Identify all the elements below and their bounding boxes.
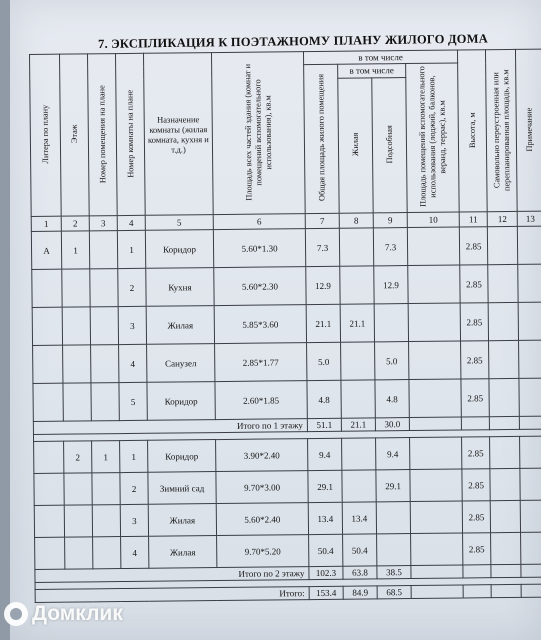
cell-purpose: Санузел — [147, 344, 215, 383]
cell-aux: 4.8 — [375, 380, 409, 418]
cell-note — [518, 264, 541, 302]
grand-total-label: Итого: — [35, 587, 309, 603]
cell-purpose: Жилая — [149, 536, 217, 569]
cell-note — [519, 378, 541, 416]
cell-total: 29.1 — [308, 470, 342, 502]
cell-purpose: Коридор — [147, 382, 215, 421]
cell-room: 4 — [121, 536, 149, 568]
cell-total: 12.9 — [306, 266, 340, 304]
header-total-living: Общая площадь жилого помещения — [304, 64, 340, 213]
cell-litera — [33, 345, 63, 383]
cell-floor — [63, 383, 91, 421]
cell-room: 2 — [118, 268, 146, 306]
col-num: 6 — [213, 214, 305, 230]
cell-floor — [64, 505, 92, 537]
cell-premise — [91, 383, 119, 421]
cell-height: 2.85 — [460, 265, 488, 303]
cell-aux-premises — [409, 379, 461, 418]
col-num: 11 — [459, 212, 487, 227]
col-num: 3 — [89, 216, 117, 231]
cell-aux: 12.9 — [374, 266, 408, 304]
cell-dims: 3.90*2.40 — [216, 439, 308, 472]
cell-room: 1 — [117, 230, 145, 268]
domclick-watermark — [4, 602, 123, 626]
cell-litera — [35, 537, 65, 569]
cell-dims: 9.70*5.20 — [217, 535, 309, 568]
header-note: Примечание — [516, 49, 541, 211]
cell-self-rebuilt — [487, 226, 517, 264]
grand-total-aux: 68.5 — [377, 586, 411, 599]
table-row — [31, 226, 541, 269]
cell-self-rebuilt — [489, 378, 519, 416]
cell-premise — [91, 345, 119, 383]
header-in-total-sub: в том числе — [338, 64, 406, 79]
cell-litera — [33, 383, 63, 421]
cell-aux-premises — [408, 303, 460, 342]
cell-total: 7.3 — [305, 228, 339, 266]
cell-note — [520, 436, 541, 468]
cell-dims: 5.60*2.40 — [216, 503, 308, 536]
cell-room: 5 — [119, 382, 147, 420]
cell-aux-premises — [408, 265, 460, 304]
cell-dims: 2.85*1.77 — [215, 343, 307, 382]
cell-aux-premises — [410, 469, 462, 502]
watermark-text: Домклик — [32, 602, 123, 625]
header-aux-premises: Площадь помещений вспомогательного использования (лоджий, балконов, веранд, террас), кв.м — [406, 63, 460, 213]
col-num: 5 — [145, 215, 213, 231]
cell-total: 5.0 — [307, 342, 341, 380]
floor1-total-living: 21.1 — [341, 418, 375, 431]
cell-aux: 29.1 — [376, 470, 410, 502]
floor1-total-label: Итого по 1 этажу — [33, 419, 307, 435]
cell-dims: 5.85*3.60 — [214, 305, 306, 344]
header-height: Высота, м — [458, 50, 488, 212]
cell-living — [341, 342, 375, 380]
table-row — [33, 340, 541, 383]
table-row — [32, 264, 541, 307]
document-title: 7. ЭКСПЛИКАЦИЯ К ПОЭТАЖНОМУ ПЛАНУ ЖИЛОГО ДОМА — [98, 31, 488, 51]
cell-litera — [32, 307, 62, 345]
cell-room: 2 — [120, 472, 148, 504]
cell-total: 50.4 — [309, 534, 343, 566]
cell-floor — [63, 345, 91, 383]
cell-living: 21.1 — [340, 304, 374, 342]
cell-height: 2.85 — [461, 341, 489, 379]
col-num: 2 — [61, 216, 89, 231]
cell-note — [519, 340, 541, 378]
cell-purpose: Жилая — [146, 306, 214, 345]
grand-total-area: 153.4 — [309, 586, 343, 599]
cell-purpose: Коридор — [148, 440, 216, 473]
cell-dims: 5.60*1.30 — [213, 229, 305, 268]
cell-self-rebuilt — [488, 302, 518, 340]
cell-aux-premises — [409, 341, 461, 380]
table-row — [34, 436, 541, 473]
cell-aux-premises — [410, 501, 462, 534]
cell-total: 9.4 — [308, 438, 342, 470]
cell-room: 3 — [120, 504, 148, 536]
cell-aux — [376, 502, 410, 534]
floor2-total-label: Итого по 2 этажу — [35, 567, 309, 583]
cell-aux-premises — [411, 533, 463, 566]
cell-room: 3 — [118, 306, 146, 344]
floor1-total-aux: 30.0 — [375, 418, 409, 431]
cell-aux — [377, 534, 411, 566]
cell-living — [342, 470, 376, 502]
cell-floor — [65, 537, 93, 569]
header-living: Жилая — [338, 78, 373, 214]
header-in-total: в том числе — [303, 50, 457, 65]
cell-litera — [34, 505, 64, 537]
table-row — [32, 302, 541, 345]
cell-litera — [32, 269, 62, 307]
cell-self-rebuilt — [491, 532, 521, 564]
table-row — [34, 468, 541, 505]
cell-floor — [62, 269, 90, 307]
cell-dims: 5.60*2.30 — [214, 267, 306, 306]
cell-self-rebuilt — [488, 264, 518, 302]
cell-note — [520, 500, 541, 532]
cell-living — [342, 438, 376, 470]
cell-premise — [92, 505, 120, 537]
cell-litera: А — [31, 231, 61, 269]
cell-premise: 1 — [92, 441, 120, 473]
cell-living: 13.4 — [342, 502, 376, 534]
cell-height: 2.85 — [461, 379, 489, 417]
cell-room: 1 — [120, 440, 148, 472]
cell-room: 4 — [119, 344, 147, 382]
cell-premise — [93, 537, 121, 569]
cell-height: 2.85 — [462, 469, 490, 501]
domclick-logo-icon — [4, 602, 28, 626]
cell-height: 2.85 — [462, 501, 490, 533]
cell-purpose: Кухня — [146, 268, 214, 307]
col-num: 8 — [339, 213, 373, 228]
cell-premise — [90, 269, 118, 307]
cell-living: 50.4 — [343, 534, 377, 566]
cell-premise — [89, 231, 117, 269]
header-premise-no: Номер помещения на плане — [88, 54, 118, 216]
cell-height: 2.85 — [463, 533, 491, 565]
cell-purpose: Коридор — [145, 230, 213, 269]
cell-litera — [34, 473, 64, 505]
col-num: 7 — [305, 213, 339, 228]
cell-aux: 5.0 — [375, 342, 409, 380]
cell-height: 2.85 — [459, 227, 487, 265]
cell-self-rebuilt — [489, 340, 519, 378]
col-num: 12 — [487, 211, 517, 226]
cell-total: 4.8 — [307, 380, 341, 418]
cell-aux — [374, 304, 408, 342]
header-self-rebuilt: Самовольно переустроенная или перепланированная площадь, кв.м — [486, 49, 518, 211]
cell-floor — [64, 473, 92, 505]
cell-aux-premises — [407, 227, 459, 266]
cell-aux: 7.3 — [373, 228, 407, 266]
table-row — [35, 532, 541, 569]
cell-floor: 1 — [61, 231, 89, 269]
header-litera: Литера по плану — [30, 54, 62, 216]
col-num: 13 — [517, 211, 541, 226]
cell-premise — [92, 473, 120, 505]
floor2-total-aux: 38.5 — [377, 566, 411, 579]
cell-total: 13.4 — [308, 502, 342, 534]
col-num: 1 — [31, 216, 61, 231]
cell-self-rebuilt — [490, 500, 520, 532]
cell-note — [520, 468, 541, 500]
header-purpose: Назначение комнаты (жилая комната, кухня и т.д.) — [143, 53, 213, 216]
cell-purpose: Жилая — [148, 504, 216, 537]
table-row — [34, 500, 541, 537]
col-num: 10 — [407, 212, 459, 228]
cell-litera — [34, 441, 64, 473]
table-row — [33, 378, 541, 421]
cell-aux: 9.4 — [376, 438, 410, 470]
cell-height: 2.85 — [462, 437, 490, 469]
header-auxiliary: Подсобная — [372, 77, 407, 213]
cell-height: 2.85 — [460, 303, 488, 341]
cell-aux-premises — [410, 437, 462, 470]
cell-note — [518, 302, 541, 340]
col-num: 9 — [373, 213, 407, 228]
grand-total-living: 84.9 — [343, 586, 377, 599]
cell-dims: 2.60*1.85 — [215, 381, 307, 420]
cell-note — [517, 226, 541, 264]
floor2-total-living: 63.8 — [343, 566, 377, 579]
cell-self-rebuilt — [490, 436, 520, 468]
cell-living — [341, 380, 375, 418]
document-page — [10, 0, 541, 640]
explication-table — [29, 49, 541, 603]
cell-total: 21.1 — [306, 304, 340, 342]
cell-note — [521, 532, 541, 564]
floor2-total-area: 102.3 — [309, 566, 343, 579]
floor1-total-area: 51.1 — [307, 418, 341, 431]
header-floor: Этаж — [60, 54, 90, 216]
cell-premise — [90, 307, 118, 345]
header-room-no: Номер комнаты на плане — [116, 53, 146, 215]
cell-self-rebuilt — [490, 468, 520, 500]
cell-dims: 9.70*3.00 — [216, 471, 308, 504]
cell-floor — [62, 307, 90, 345]
col-num: 4 — [117, 215, 145, 230]
cell-living — [340, 266, 374, 304]
header-area-parts: Площадь всех частей здания (комнат и помещений вспомогательного использования), кв.м — [211, 52, 305, 215]
cell-purpose: Зимний сад — [148, 472, 216, 505]
cell-living — [339, 228, 373, 266]
cell-floor: 2 — [64, 441, 92, 473]
